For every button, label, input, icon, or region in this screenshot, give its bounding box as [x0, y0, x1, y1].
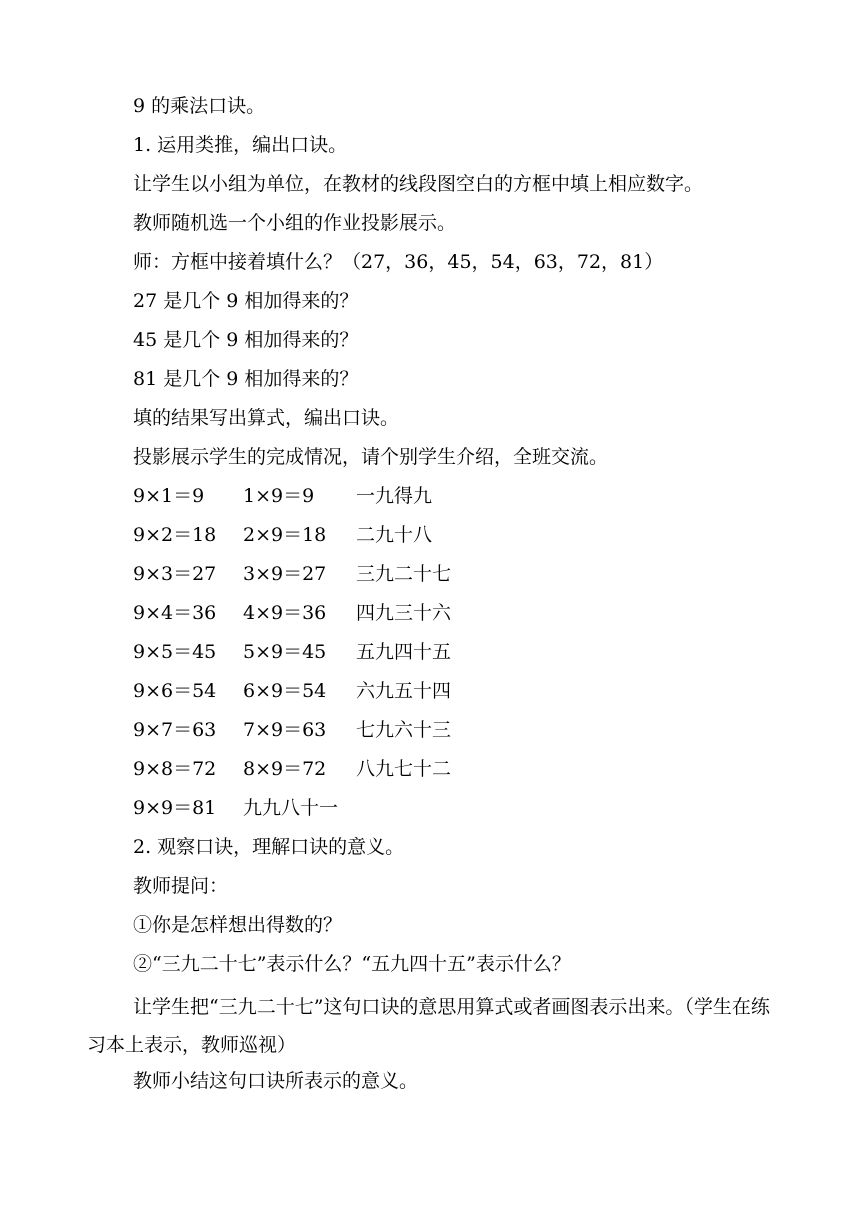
- table-cell: 六九五十四: [356, 680, 452, 702]
- table-cell: 四九三十六: [356, 602, 452, 624]
- paragraph: 让学生把“三九二十七”这句口诀的意思用算式或者画图表示出来。（学生在练习本上表示，教师巡视）: [87, 996, 770, 1056]
- text-line: 9 的乘法口诀。: [133, 95, 266, 117]
- table-cell: 2×9＝18: [243, 524, 327, 546]
- text-line: 教师小结这句口诀所表示的意义。: [133, 1070, 419, 1092]
- table-cell: 9×9＝81: [133, 797, 217, 819]
- table-cell: 9×4＝36: [133, 602, 217, 624]
- table-cell: 三九二十七: [356, 563, 452, 585]
- text-line: 师：方框中接着填什么？（27，36，45，54，63，72，81）: [133, 251, 664, 273]
- text-line: 45 是几个 9 相加得来的？: [133, 329, 359, 351]
- table-cell: 7×9＝63: [243, 719, 327, 741]
- table-cell: 一九得九: [356, 485, 433, 507]
- table-cell: 6×9＝54: [243, 680, 327, 702]
- table-cell: 9×3＝27: [133, 563, 217, 585]
- table-cell: 5×9＝45: [243, 641, 327, 663]
- table-cell: 9×8＝72: [133, 758, 217, 780]
- text-line: 教师提问：: [133, 875, 229, 897]
- text-line: 填的结果写出算式，编出口诀。: [133, 407, 400, 429]
- table-cell: 9×5＝45: [133, 641, 217, 663]
- text-line: 让学生以小组为单位，在教材的线段图空白的方框中填上相应数字。: [133, 173, 704, 195]
- text-line: 投影展示学生的完成情况，请个别学生介绍，全班交流。: [133, 446, 609, 468]
- table-cell: 九九八十一: [243, 797, 339, 819]
- table-cell: 4×9＝36: [243, 602, 327, 624]
- table-cell: 1×9＝9: [243, 485, 315, 507]
- table-cell: 八九七十二: [356, 758, 452, 780]
- table-cell: 9×2＝18: [133, 524, 217, 546]
- table-cell: 五九四十五: [356, 641, 452, 663]
- text-line: 81 是几个 9 相加得来的？: [133, 368, 359, 390]
- table-cell: 8×9＝72: [243, 758, 327, 780]
- table-cell: 9×6＝54: [133, 680, 217, 702]
- text-line: 1. 运用类推，编出口诀。: [133, 134, 348, 156]
- table-cell: 二九十八: [356, 524, 433, 546]
- text-line: 27 是几个 9 相加得来的？: [133, 290, 359, 312]
- table-cell: 9×1＝9: [133, 485, 205, 507]
- text-line: ①你是怎样想出得数的？: [133, 914, 343, 936]
- table-cell: 9×7＝63: [133, 719, 217, 741]
- text-line: 2. 观察口诀，理解口诀的意义。: [133, 836, 405, 858]
- table-cell: 3×9＝27: [243, 563, 327, 585]
- text-line: ②“三九二十七”表示什么？“五九四十五”表示什么？: [133, 953, 571, 975]
- text-line: 教师随机选一个小组的作业投影展示。: [133, 212, 457, 234]
- table-cell: 七九六十三: [356, 719, 452, 741]
